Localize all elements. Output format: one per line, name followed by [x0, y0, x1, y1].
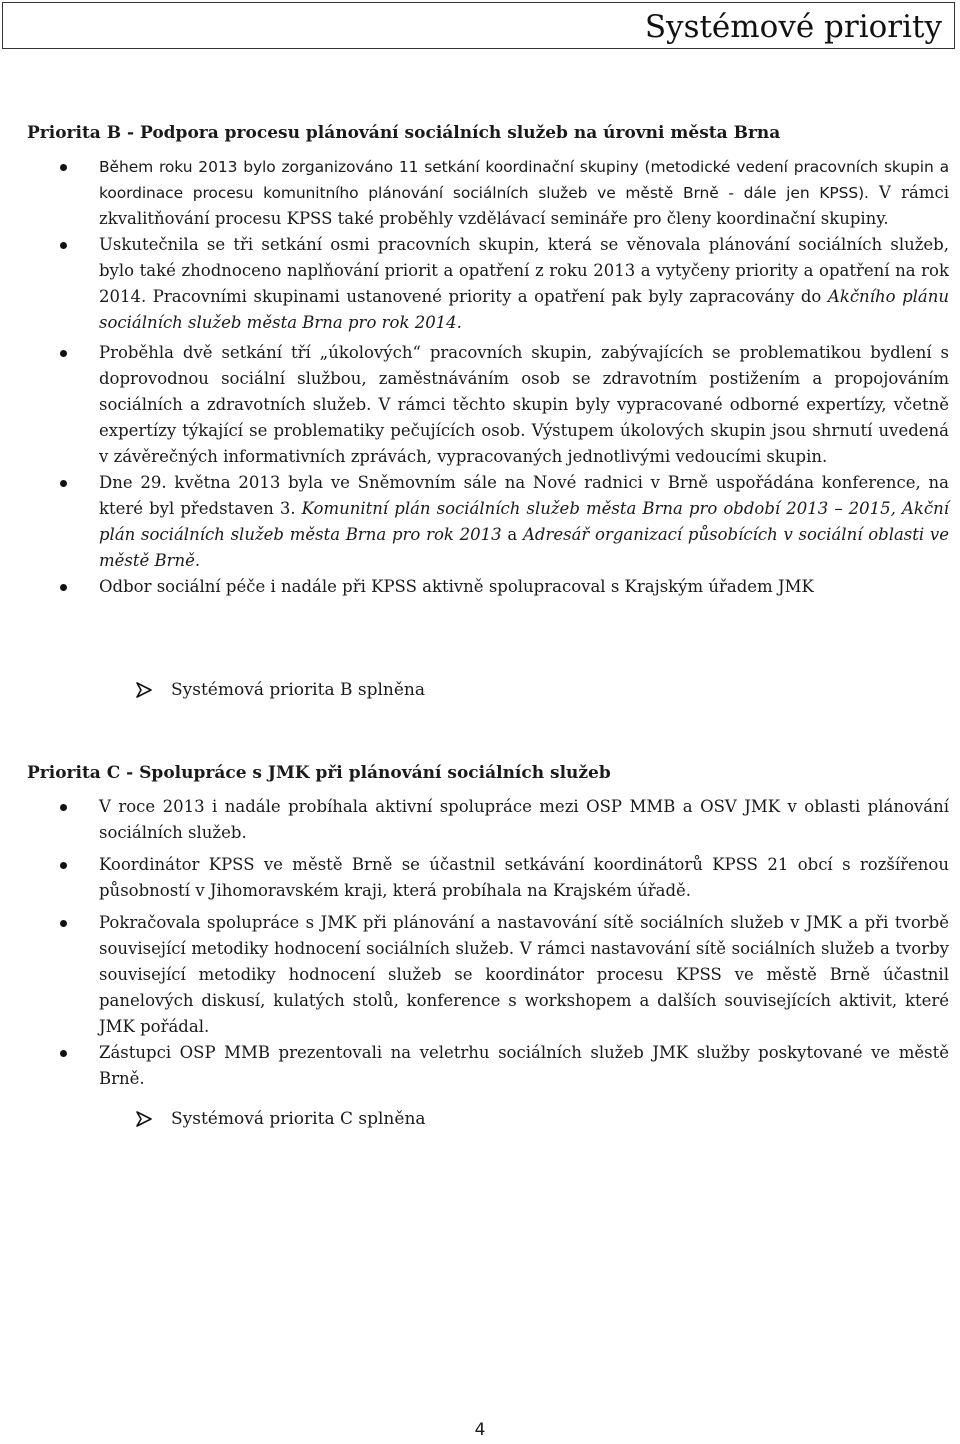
list-item: [27, 1040, 949, 1092]
list-item: [27, 470, 949, 574]
list-item-italic: Komunitní plán sociálních služeb města Brna pro období 2013 – 2015, Akční plán sociálních služeb města Brna pro rok 2013: [99, 499, 950, 544]
result-c: [135, 1106, 426, 1132]
bullet-icon: [60, 1050, 67, 1057]
page-title: Systémové priority: [644, 9, 942, 45]
section-priority-b: [27, 120, 949, 600]
section-b-list: [27, 154, 949, 600]
bullet-icon: [60, 164, 67, 171]
bullet-icon: [60, 920, 67, 927]
section-b-heading: Priorita B - Podpora procesu plánování sociálních služeb na úrovni města Brna: [27, 123, 781, 143]
page-number: 4: [474, 1420, 486, 1440]
bullet-icon: [60, 480, 67, 487]
section-c-list: [27, 794, 949, 1092]
list-item-text: Koordinátor KPSS ve městě Brně se účastnil setkávání koordinátorů KPSS 21 obcí s rozšířenou působností v Jihomoravském kraji, která probíhala na Krajském úřadě.: [99, 855, 949, 900]
bullet-icon: [60, 584, 67, 591]
list-item-text: Uskutečnila se tři setkání osmi pracovních skupin, která se věnovala plánování sociálních služeb, bylo také zhodnoceno naplňování priorit a opatření z roku 2013 a vytyčeny priority a opatření na rok 2014. Pracovními skupinami ustanovené priority a opatření pak byly zapracovány do: [99, 235, 949, 306]
list-item-italic: Akčního plánu sociálních služeb města Brna pro rok 2014.: [99, 287, 950, 332]
arrowhead-icon: [135, 681, 153, 699]
list-item-text: Proběhla dvě setkání tří „úkolových“ pracovních skupin, zabývajících se problematikou bydlení s doprovodnou sociální službou, zaměstnáváním osob se zdravotním postižením a propojováním sociálních a zdravotních služeb. V rámci těchto skupin byly vypracované odborné expertízy, včetně expertízy týkající se problematiky pečujících osob. Výstupem úkolových skupin jsou shrnutí uvedená v závěrečných informativních zprávách, vypracovaných jednotlivými vedoucími skupin.: [99, 343, 949, 466]
list-item: [27, 232, 949, 336]
list-item-text: V roce 2013 i nadále probíhala aktivní spolupráce mezi OSP MMB a OSV JMK v oblasti plánování sociálních služeb.: [99, 797, 949, 842]
bullet-icon: [60, 350, 67, 357]
bullet-icon: [60, 804, 67, 811]
list-item: [27, 574, 949, 600]
list-item: [27, 910, 949, 1040]
arrowhead-icon: [135, 1110, 153, 1128]
section-c-heading: Priorita C - Spolupráce s JMK při plánování sociálních služeb: [27, 763, 611, 783]
result-b: [135, 677, 425, 703]
list-item-italic: Adresář organizací působících v sociální oblasti ve městě Brně.: [99, 525, 950, 570]
result-c-text: Systémová priorita C splněna: [171, 1109, 426, 1129]
list-item-text: Pokračovala spolupráce s JMK při plánování a nastavování sítě sociálních služeb v JMK a při tvorbě související metodiky hodnocení sociálních služeb. V rámci nastavování sítě sociálních služeb a tvorby související metodiky hodnocení služeb se koordinátor procesu KPSS ve městě Brně účastnil panelových diskusí, kulatých stolů, konference s workshopem a dalších souvisejících aktivit, které JMK pořádal.: [99, 913, 949, 1036]
list-item-text: a: [501, 525, 523, 544]
list-item: [27, 340, 949, 470]
header-box: [2, 2, 955, 49]
list-item-text: V rámci zkvalitňování procesu KPSS také proběhly vzdělávací semináře pro členy koordinační skupiny.: [99, 183, 949, 228]
section-priority-c: [27, 760, 949, 1092]
bullet-icon: [60, 862, 67, 869]
list-item: [27, 154, 949, 232]
result-b-text: Systémová priorita B splněna: [171, 680, 426, 700]
list-item-text: Odbor sociální péče i nadále při KPSS aktivně spolupracoval s Krajským úřadem JMK: [99, 577, 814, 596]
list-item: [27, 794, 949, 846]
list-item: [27, 852, 949, 904]
list-item-text: Během roku 2013 bylo zorganizováno 11 setkání koordinační skupiny (metodické vedení pracovních skupin a koordinace procesu komunitního plánování sociálních služeb ve městě Brně - dále jen KPSS).: [99, 158, 949, 202]
list-item-text: Zástupci OSP MMB prezentovali na veletrhu sociálních služeb JMK služby poskytované ve městě Brně.: [99, 1043, 949, 1088]
bullet-icon: [60, 242, 67, 249]
list-item-text: Dne 29. května 2013 byla ve Sněmovním sále na Nové radnici v Brně uspořádána konference, na které byl představen 3.: [99, 473, 949, 518]
